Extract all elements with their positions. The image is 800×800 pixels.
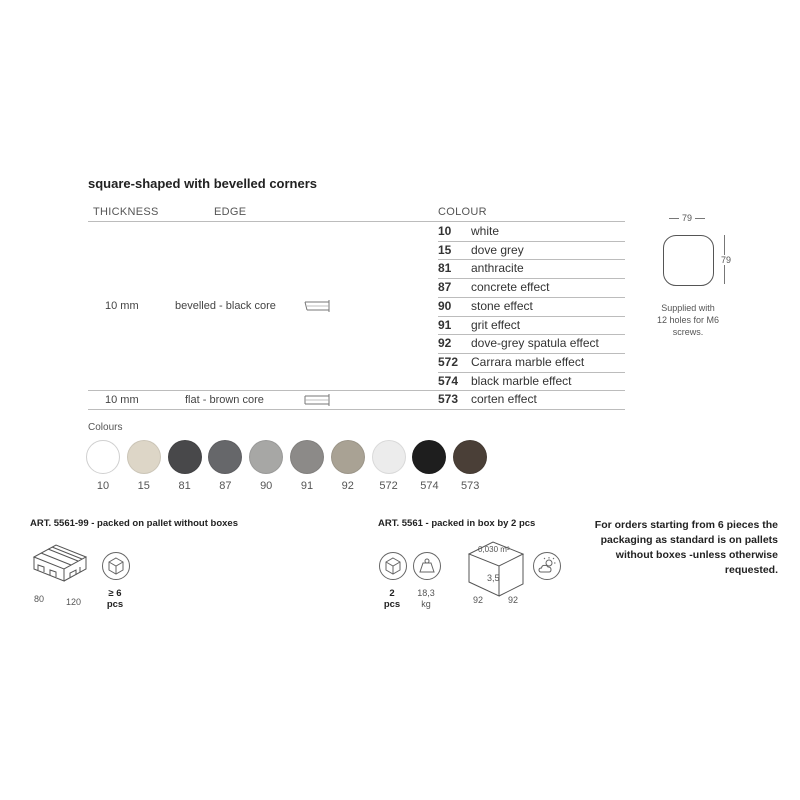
- box-volume: 0,030 m³: [478, 545, 510, 554]
- bevelled-edge-icon: [303, 298, 333, 314]
- row-2-edge: flat - brown core: [185, 394, 264, 406]
- colour-code: 572: [438, 354, 459, 369]
- colour-name: black marble effect: [471, 373, 572, 388]
- colour-swatch: [127, 440, 161, 474]
- swatch-code: 87: [219, 480, 232, 492]
- colour-name: corten effect: [471, 392, 537, 407]
- box-depth: 92: [473, 595, 484, 605]
- swatch-code: 10: [96, 480, 110, 492]
- swatch-code: 92: [341, 480, 354, 492]
- colour-swatch: [86, 440, 120, 474]
- colour-swatch: [372, 440, 406, 474]
- colour-code: 10: [438, 224, 452, 238]
- header-edge: EDGE: [214, 206, 247, 218]
- colour-name: dove grey: [471, 242, 524, 257]
- colour-code: 87: [438, 280, 452, 295]
- colour-name: concrete effect: [471, 280, 550, 295]
- colour-code: 91: [438, 317, 452, 332]
- row-2-thickness: 10 mm: [105, 394, 139, 406]
- shape-note-line-3: screws.: [672, 327, 704, 337]
- pallet-title: ART. 5561-99 - packed on pallet without boxes: [30, 518, 238, 529]
- swatch-code: 572: [379, 480, 398, 492]
- weight-icon: [413, 552, 441, 580]
- box-weight: [411, 588, 441, 610]
- box-cube-glyph: [380, 553, 406, 579]
- shape-note-line-1: Supplied with: [661, 303, 715, 313]
- weather-glyph: [534, 553, 560, 579]
- pallet-qty-unit: pcs: [106, 599, 124, 610]
- colour-swatch: [453, 440, 487, 474]
- colour-code: 15: [438, 242, 452, 257]
- box-width: 92: [508, 595, 519, 605]
- box-weight-unit: kg: [421, 599, 431, 609]
- colour-code: 81: [438, 261, 452, 276]
- colour-swatch: [290, 440, 324, 474]
- colour-code: 90: [438, 298, 452, 313]
- cube-icon: [102, 552, 130, 580]
- weight-glyph: [414, 553, 440, 579]
- header-colour: COLOUR: [438, 206, 487, 218]
- colour-swatch: [208, 440, 242, 474]
- shape-height-value: 79: [721, 255, 732, 265]
- pallet-qty-value: ≥ 6: [108, 588, 122, 599]
- square-shape-icon: [663, 235, 714, 286]
- colour-swatch: [412, 440, 446, 474]
- colour-swatch: [168, 440, 202, 474]
- swatch-code: 574: [420, 480, 439, 492]
- shape-note-line-2: 12 holes for M6: [656, 315, 720, 325]
- shape-width-value: 79: [681, 213, 692, 223]
- colour-name: white: [471, 224, 500, 238]
- box-cube-icon: [379, 552, 407, 580]
- swatch-code: 91: [300, 480, 314, 492]
- header-thickness: THICKNESS: [93, 206, 159, 218]
- colour-code: 574: [438, 373, 459, 388]
- colour-code: 92: [438, 336, 452, 351]
- pallet-depth: 80: [34, 594, 45, 604]
- shape-width-label: [662, 213, 712, 223]
- pallet-width: 120: [66, 597, 82, 607]
- colour-name: Carrara marble effect: [471, 354, 585, 369]
- colour-code: 573: [438, 392, 459, 407]
- box-qty: [377, 588, 407, 610]
- order-note: For orders starting from 6 pieces the packaging as standard is on pallets without boxes -unless otherwise requested.: [594, 519, 778, 576]
- section-title: square-shaped with bevelled corners: [88, 176, 318, 191]
- shape-note: [640, 302, 736, 338]
- box-qty-value: 2: [389, 588, 395, 599]
- colour-name: stone effect: [471, 298, 533, 313]
- pallet-qty: [100, 588, 130, 610]
- colour-name: anthracite: [471, 261, 524, 276]
- header-divider: [88, 221, 625, 222]
- colour-divider: [438, 409, 625, 410]
- box-weight-value: 18,3: [417, 588, 435, 598]
- swatches-label: Colours: [88, 422, 123, 433]
- row-1-thickness: 10 mm: [105, 300, 139, 312]
- box-height: 3,5: [487, 573, 500, 583]
- swatch-code: 573: [461, 480, 480, 492]
- swatch-code: 15: [137, 480, 150, 492]
- colour-swatch: [249, 440, 283, 474]
- colour-swatch: [331, 440, 365, 474]
- swatch-code: 81: [178, 480, 191, 492]
- colour-name: dove-grey spatula effect: [471, 336, 599, 351]
- box-title: ART. 5561 - packed in box by 2 pcs: [378, 518, 536, 529]
- weather-icon: [533, 552, 561, 580]
- box-qty-unit: pcs: [383, 599, 401, 610]
- cube-glyph: [103, 553, 129, 579]
- row-1-edge: bevelled - black core: [175, 300, 276, 312]
- flat-edge-icon: [303, 392, 333, 408]
- swatch-code: 90: [260, 480, 273, 492]
- colour-name: grit effect: [471, 317, 521, 332]
- pallet-icon: [30, 535, 92, 597]
